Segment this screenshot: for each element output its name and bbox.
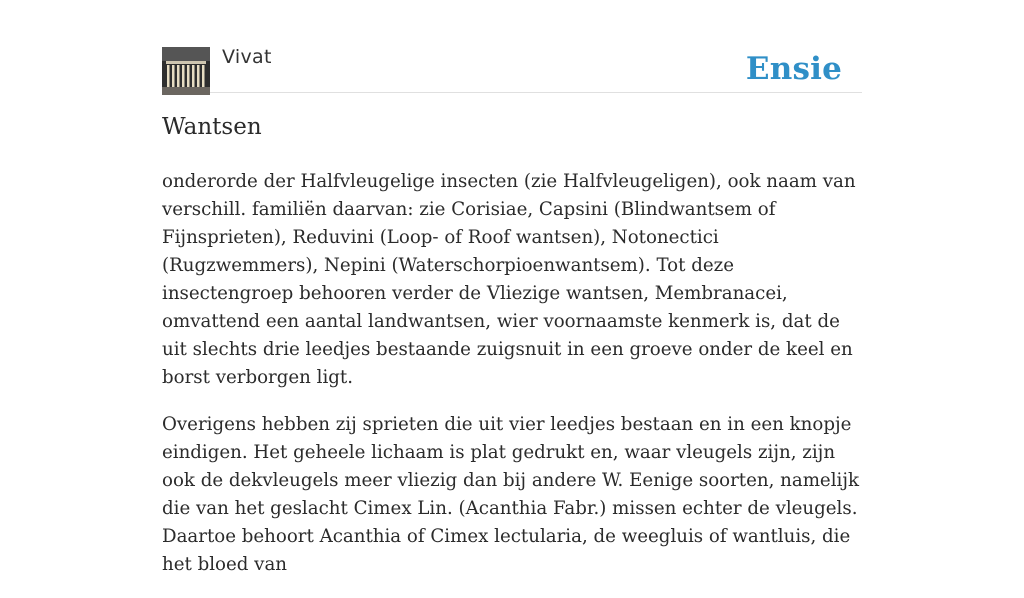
article-paragraph: Overigens hebben zij sprieten die uit vier leedjes bestaan en in een knopje eindigen. Het geheele lichaam is plat gedrukt en, waar vleugels zijn, zijn ook de dekvleugels meer vliezig dan bij andere W. Eenige soorten, namelijk die van het geslacht Cimex Lin. (Acanthia Fabr.) missen echter de vleugels. Daartoe behoort Acanthia of Cimex lectularia, de weegluis of wantluis, die het bloed van bbox=[162, 414, 859, 575]
avatar-image bbox=[162, 47, 210, 95]
article-title: Wantsen bbox=[162, 114, 262, 140]
article-body bbox=[162, 168, 862, 598]
brand-logo[interactable]: Ensie bbox=[745, 51, 842, 87]
author-avatar[interactable] bbox=[162, 47, 210, 95]
article-paragraph: onderorde der Halfvleugelige insecten (zie Halfvleugeligen), ook naam van verschill. familiën daarvan: zie Corisiae, Capsini (Blindwantsem of Fijnsprieten), Reduvini (Loop- of Roof wantsen), Notonectici (Rugzwemmers), Nepini (Waterschorpioenwantsem). Tot deze insectengroep behooren verder de Vliezige wantsen, Membranacei, omvattend een aantal landwantsen, wier voornaamste kenmerk is, dat de uit slechts drie leedjes bestaande zuigsnuit in een groeve onder de keel en borst verborgen ligt. bbox=[162, 171, 856, 388]
author-name[interactable]: Vivat bbox=[222, 46, 272, 68]
page-container bbox=[162, 0, 862, 575]
page-header bbox=[162, 0, 862, 93]
